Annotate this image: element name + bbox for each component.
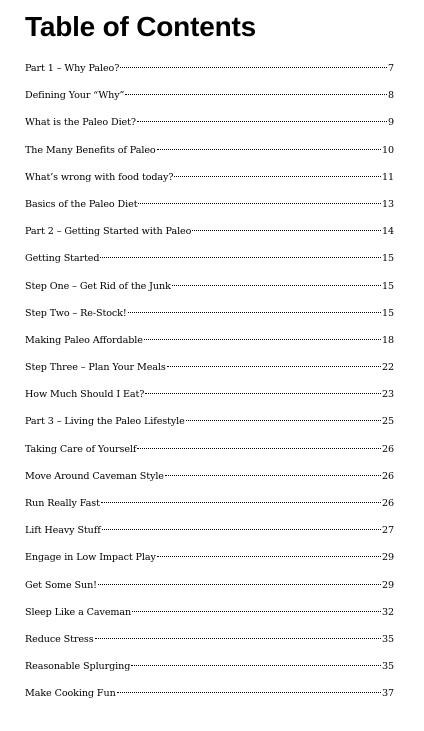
toc-entry-page-number: 15 — [381, 280, 394, 292]
toc-entry-page-number: 13 — [381, 198, 394, 210]
page-title: Table of Contents — [25, 11, 256, 42]
toc-entry-label: Step One – Get Rid of the Junk — [25, 280, 171, 292]
toc-entry[interactable] — [25, 358, 394, 385]
toc-dot-leader — [95, 638, 381, 639]
toc-entry[interactable] — [25, 385, 394, 412]
toc-entry-label: Move Around Caveman Style — [25, 470, 164, 482]
toc-entry-page-number: 35 — [381, 633, 394, 645]
toc-dot-leader — [192, 230, 381, 231]
toc-entry-page-number: 37 — [381, 688, 394, 700]
toc-entry-label: Taking Care of Yourself — [25, 443, 137, 455]
toc-entry[interactable] — [25, 548, 394, 575]
toc-entry-page-number: 29 — [381, 552, 394, 564]
toc-entry[interactable] — [25, 222, 394, 249]
toc-dot-leader — [120, 67, 387, 68]
toc-entry-label: What’s wrong with food today? — [25, 171, 174, 183]
toc-entry-page-number: 8 — [387, 90, 394, 102]
toc-entry-label: Reduce Stress — [25, 633, 94, 645]
toc-dot-leader — [100, 257, 381, 258]
toc-entry-page-number: 7 — [387, 63, 394, 74]
toc-entry-page-number: 29 — [381, 579, 394, 591]
toc-entry-label: Part 2 – Getting Started with Paleo — [25, 226, 192, 238]
toc-entry[interactable] — [25, 141, 394, 168]
toc-entry-label: Reasonable Splurging — [25, 661, 131, 673]
toc-dot-leader — [174, 176, 381, 177]
toc-dot-leader — [145, 393, 381, 394]
toc-entry-label: Get Some Sun! — [25, 579, 97, 591]
toc-entry-label: Part 1 – Why Paleo? — [25, 63, 120, 74]
toc-entry-label: Part 3 – Living the Paleo Lifestyle — [25, 416, 185, 428]
toc-dot-leader — [102, 529, 381, 530]
toc-entry-page-number: 23 — [381, 389, 394, 401]
toc-entry-page-number: 32 — [381, 606, 394, 618]
toc-entry-label: Run Really Fast — [25, 498, 100, 509]
toc-entry-page-number: 10 — [381, 144, 394, 156]
toc-entry[interactable] — [25, 113, 394, 140]
toc-dot-leader — [144, 339, 381, 340]
toc-dot-leader — [125, 94, 387, 95]
toc-entry[interactable] — [25, 277, 394, 304]
toc-entry-page-number: 26 — [381, 443, 394, 455]
toc-entry-label: Step Three – Plan Your Meals — [25, 362, 166, 374]
toc-dot-leader — [165, 475, 381, 476]
toc-entry[interactable] — [25, 630, 394, 657]
toc-entry[interactable] — [25, 494, 394, 521]
toc-entry[interactable] — [25, 86, 394, 113]
toc-dot-leader — [98, 584, 381, 585]
toc-entry-page-number: 15 — [381, 253, 394, 265]
toc-entry[interactable] — [25, 168, 394, 195]
toc-entry-label: The Many Benefits of Paleo — [25, 144, 156, 156]
toc-entry-label: How Much Should I Eat? — [25, 389, 145, 401]
toc-dot-leader — [128, 312, 381, 313]
toc-entry[interactable] — [25, 304, 394, 331]
toc-entry-page-number: 27 — [381, 525, 394, 537]
toc-dot-leader — [131, 665, 381, 666]
toc-entry[interactable] — [25, 684, 394, 711]
toc-entry-label: Engage in Low Impact Play — [25, 552, 156, 564]
toc-dot-leader — [172, 285, 381, 286]
toc-entry-page-number: 22 — [381, 362, 394, 374]
toc-dot-leader — [167, 366, 381, 367]
toc-dot-leader — [157, 149, 381, 150]
toc-entry[interactable] — [25, 521, 394, 548]
toc-entry[interactable] — [25, 412, 394, 439]
toc-entry-page-number: 15 — [381, 307, 394, 319]
toc-list — [25, 59, 394, 712]
toc-entry-page-number: 18 — [381, 334, 394, 346]
toc-dot-leader — [138, 203, 381, 204]
toc-entry[interactable] — [25, 59, 394, 86]
toc-dot-leader — [137, 121, 387, 122]
toc-dot-leader — [186, 420, 381, 421]
toc-entry-label: Make Cooking Fun — [25, 688, 116, 700]
toc-entry[interactable] — [25, 331, 394, 358]
toc-entry[interactable] — [25, 603, 394, 630]
toc-entry-label: Defining Your “Why” — [25, 90, 125, 102]
toc-entry[interactable] — [25, 249, 394, 276]
toc-entry-label: Basics of the Paleo Diet — [25, 198, 138, 210]
toc-dot-leader — [157, 556, 381, 557]
toc-entry-label: What is the Paleo Diet? — [25, 117, 136, 129]
toc-entry-page-number: 26 — [381, 470, 394, 482]
toc-dot-leader — [132, 611, 381, 612]
toc-entry[interactable] — [25, 576, 394, 603]
toc-entry-page-number: 25 — [381, 416, 394, 428]
toc-entry-label: Step Two – Re-Stock! — [25, 307, 127, 319]
toc-entry[interactable] — [25, 467, 394, 494]
toc-dot-leader — [101, 502, 381, 503]
toc-entry-label: Making Paleo Affordable — [25, 334, 143, 346]
toc-entry-page-number: 35 — [381, 661, 394, 673]
toc-dot-leader — [137, 448, 381, 449]
toc-entry[interactable] — [25, 195, 394, 222]
toc-entry-label: Sleep Like a Caveman — [25, 606, 132, 618]
toc-dot-leader — [117, 692, 381, 693]
toc-entry-label: Lift Heavy Stuff — [25, 525, 101, 537]
toc-entry-page-number: 26 — [381, 498, 394, 509]
toc-entry-page-number: 11 — [381, 171, 394, 183]
toc-entry-page-number: 9 — [387, 117, 394, 129]
toc-entry[interactable] — [25, 657, 394, 684]
toc-entry[interactable] — [25, 440, 394, 467]
toc-entry-page-number: 14 — [381, 226, 394, 238]
toc-entry-label: Getting Started — [25, 253, 100, 265]
